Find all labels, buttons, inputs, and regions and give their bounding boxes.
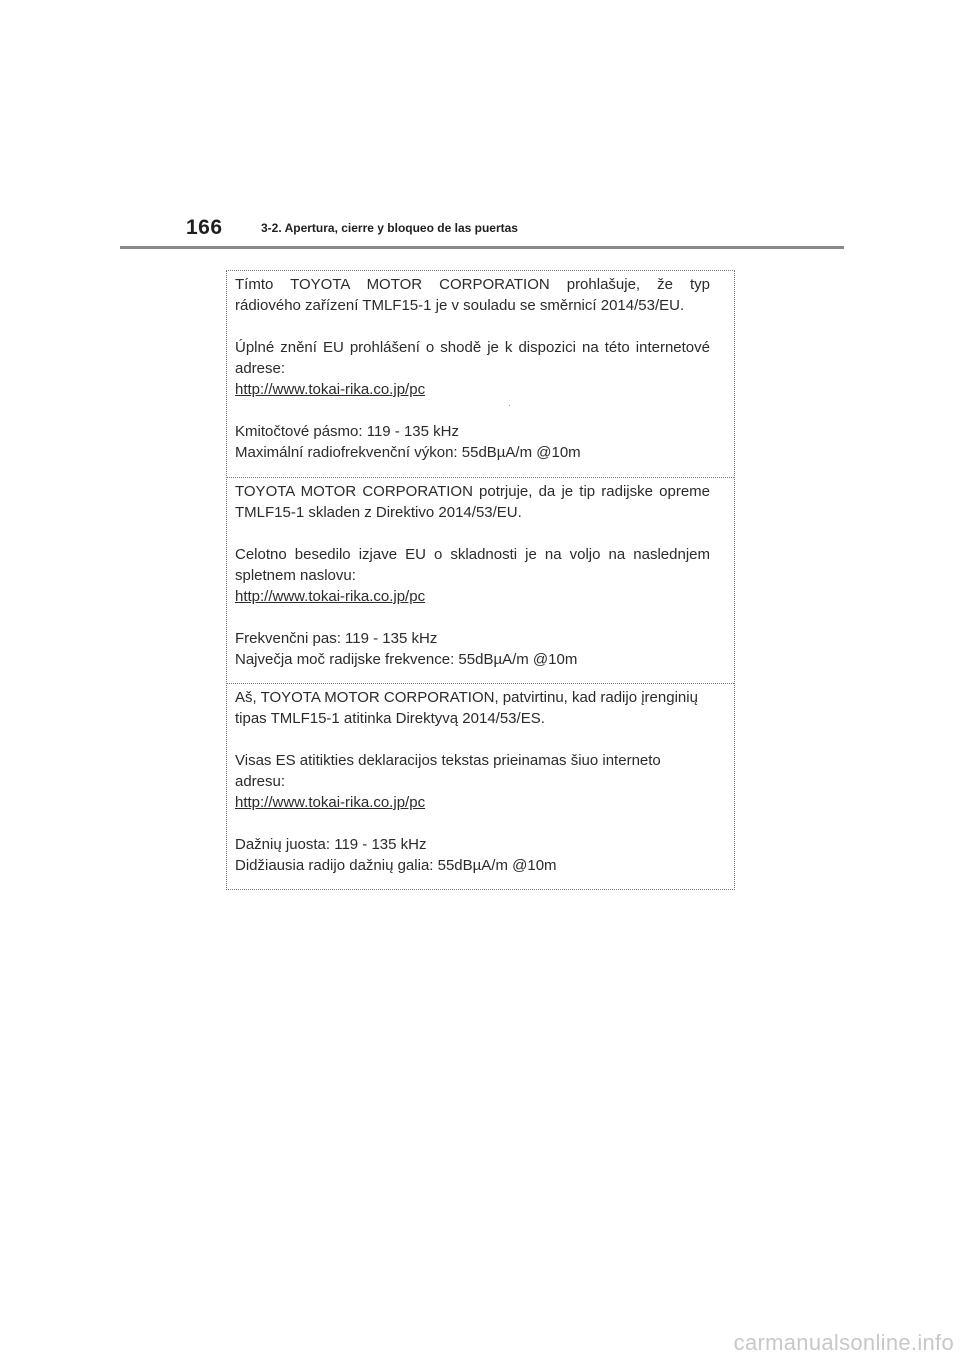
availability-line: adresu: (235, 773, 286, 790)
declaration-box (226, 270, 735, 890)
section-divider (227, 477, 734, 478)
declaration-link[interactable]: http://www.tokai-rika.co.jp/pc (235, 588, 426, 605)
declaration-line: rádiového zařízení TMLF15-1 je v souladu se směrnicí 2014/53/EU. (235, 297, 685, 314)
page-number: 166 (186, 216, 223, 239)
max-power: Največja moč radijske frekvence: 55dBµA/m @10m (235, 651, 578, 668)
availability-line: adrese: (235, 360, 286, 377)
frequency-band: Kmitočtové pásmo: 119 - 135 kHz (235, 423, 459, 440)
section-title: 3-2. Apertura, cierre y bloqueo de las puertas (261, 221, 518, 235)
declaration-line: Aš, TOYOTA MOTOR CORPORATION, patvirtinu, kad radijo įrenginių (235, 689, 698, 706)
availability-line: Celotno besedilo izjave EU o skladnosti je na voljo na naslednjem (235, 546, 710, 563)
declaration-link[interactable]: http://www.tokai-rika.co.jp/pc (235, 794, 426, 811)
declaration-line: Tímto TOYOTA MOTOR CORPORATION prohlašuje, že typ (235, 276, 710, 293)
stray-mark (509, 405, 510, 406)
watermark: carmanualsonline.info (733, 1330, 954, 1355)
declaration-czech (227, 274, 734, 463)
declaration-line: TOYOTA MOTOR CORPORATION potrjuje, da je tip radijske opreme (235, 483, 710, 500)
section-divider (227, 683, 734, 684)
page-header (120, 214, 844, 249)
declaration-line: TMLF15-1 skladen z Direktivo 2014/53/EU. (235, 504, 522, 521)
frequency-band: Dažnių juosta: 119 - 135 kHz (235, 836, 427, 853)
frequency-band: Frekvenčni pas: 119 - 135 kHz (235, 630, 438, 647)
availability-line: Úplné znění EU prohlášení o shodě je k dispozici na této internetové (235, 339, 710, 356)
declaration-lithuanian (227, 687, 734, 876)
declaration-slovenian (227, 481, 734, 670)
declaration-line: tipas TMLF15-1 atitinka Direktyvą 2014/53/ES. (235, 710, 545, 727)
availability-line: spletnem naslovu: (235, 567, 356, 584)
availability-line: Visas ES atitikties deklaracijos tekstas prieinamas šiuo interneto (235, 752, 661, 769)
max-power: Didžiausia radijo dažnių galia: 55dBµA/m @10m (235, 857, 557, 874)
max-power: Maximální radiofrekvenční výkon: 55dBµA/m @10m (235, 444, 581, 461)
declaration-link[interactable]: http://www.tokai-rika.co.jp/pc (235, 381, 426, 398)
